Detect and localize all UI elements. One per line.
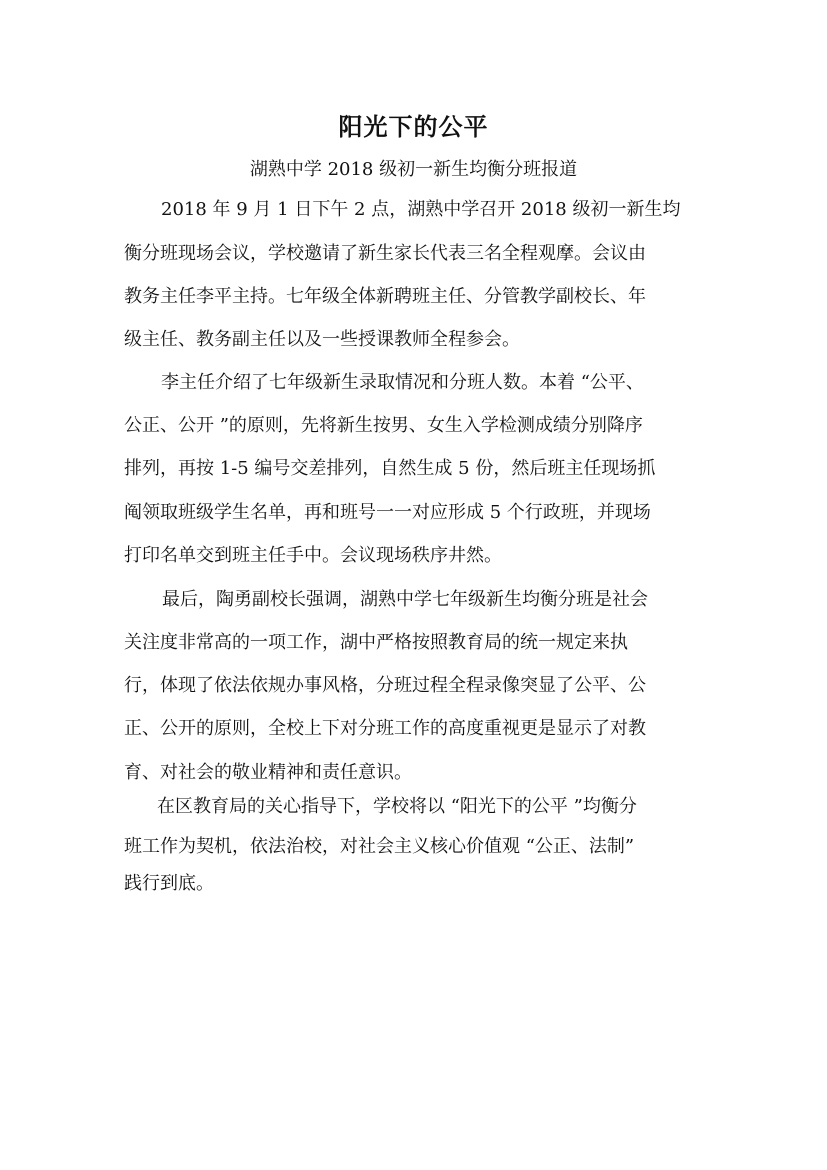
paragraph-4-line-1: 在区教育局的关心指导下，学校将以 “阳光下的公平 ”均衡分 <box>157 796 637 817</box>
paragraph-1-line-2: 衡分班现场会议，学校邀请了新生家长代表三名全程观摩。会议由 <box>124 243 646 264</box>
paragraph-2-line-5: 打印名单交到班主任手中。会议现场秩序井然。 <box>124 545 502 566</box>
paragraph-1-line-3: 教务主任李平主持。七年级全体新聘班主任、分管教学副校长、年 <box>124 286 646 307</box>
document-title: 阳光下的公平 <box>338 112 489 141</box>
paragraph-2-line-1: 李主任介绍了七年级新生录取情况和分班人数。本着 “公平、 <box>161 372 644 393</box>
paragraph-2-line-3: 排列，再按 1-5 编号交差排列，自然生成 5 份，然后班主任现场抓 <box>124 458 656 479</box>
paragraph-3-line-3: 行，体现了依法依规办事风格，分班过程全程录像突显了公平、公 <box>124 675 646 696</box>
document-subtitle: 湖熟中学 2018 级初一新生均衡分班报道 <box>249 159 578 180</box>
paragraph-3-line-2: 关注度非常高的一项工作，湖中严格按照教育局的统一规定来执 <box>124 632 628 653</box>
paragraph-2-line-4: 阄领取班级学生名单，再和班号一一对应形成 5 个行政班，并现场 <box>124 502 651 523</box>
paragraph-2-line-2: 公正、公开 ”的原则，先将新生按男、女生入学检测成绩分别降序 <box>124 415 643 436</box>
paragraph-4-line-2: 班工作为契机，依法治校，对社会主义核心价值观 “公正、法制” <box>124 836 635 857</box>
paragraph-3-line-4: 正、公开的原则，全校上下对分班工作的高度重视更是显示了对教 <box>124 718 646 739</box>
paragraph-1-line-1: 2018 年 9 月 1 日下午 2 点，湖熟中学召开 2018 级初一新生均 <box>161 199 681 220</box>
paragraph-3-line-5: 育、对社会的敬业精神和责任意识。 <box>124 762 412 783</box>
paragraph-4-line-3: 践行到底。 <box>124 873 214 894</box>
paragraph-3-line-1: 最后，陶勇副校长强调，湖熟中学七年级新生均衡分班是社会 <box>162 589 648 610</box>
paragraph-1-line-4: 级主任、教务副主任以及一些授课教师全程参会。 <box>124 329 520 350</box>
